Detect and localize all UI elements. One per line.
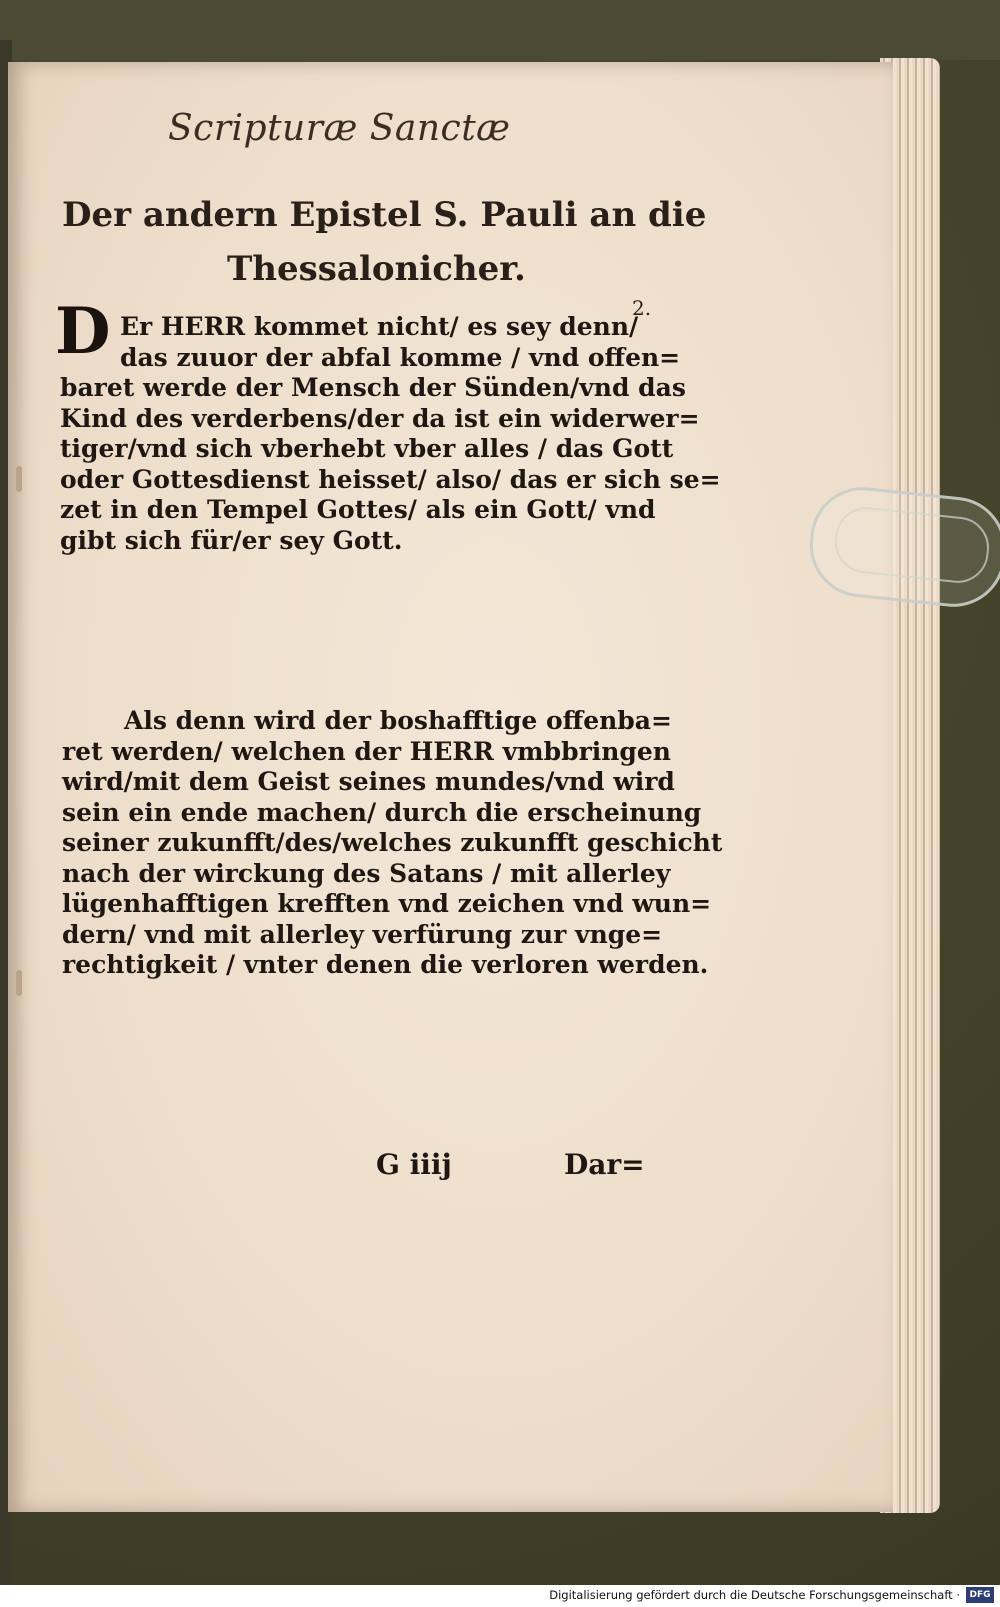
text-line: tiger/vnd sich vberhebt vber alles / das Gott [60,434,674,463]
title-line-1: Der andern Epistel S. Pauli an die [62,195,707,235]
funding-credit: Digitalisierung gefördert durch die Deutsche Forschungsgemeinschaft · [549,1588,960,1602]
binding-stitch [16,970,22,996]
drop-cap: D [55,294,111,369]
text-line: ret werden/ welchen der HERR vmbbringen [62,736,671,766]
running-head: Scripturæ Sanctæ [168,108,511,149]
text-line: gibt sich für/er sey Gott. [60,525,403,555]
text-line: oder Gottesdienst heisset/ also/ das er sich se= [60,464,721,494]
paragraph-2 [62,706,722,981]
signature-mark: G iiij [376,1148,452,1181]
catchword: Dar= [564,1148,645,1181]
text-line: seiner zukunfft/des/welches zukunfft geschicht [62,828,723,857]
paragraph-1 [60,312,721,556]
text-line: das zuuor der abfal komme / vnd offen= [120,342,681,372]
text-line: baret werde der Mensch der Sünden/vnd das [60,373,686,402]
text-line: Als denn wird der boshafftige offenba= [124,706,672,735]
text-line: Kind des verderbens/der da ist ein widerwer= [60,403,700,433]
text-line: Er HERR kommet nicht/ es sey denn/ [120,312,639,341]
text-line: dern/ vnd mit allerley verfürung zur vnge= [62,919,663,949]
text-line: lügenhafftigen krefften vnd zeichen vnd wun= [62,889,712,918]
chapter-number: 2. [632,296,652,320]
footer-bar [0,1585,1000,1607]
text-line: nach der wirckung des Satans / mit allerley [62,858,671,888]
dfg-logo: DFG [966,1587,994,1603]
page-title [62,188,706,296]
text-line: wird/mit dem Geist seines mundes/vnd wird [62,767,675,796]
title-line-2: Thessalonicher. [227,249,526,289]
binding-stitch [16,466,22,492]
text-line: zet in den Tempel Gottes/ als ein Gott/ vnd [60,495,656,524]
text-line: rechtigkeit / vnter denen die verloren werden. [62,950,709,979]
text-line: sein ein ende machen/ durch die erscheinung [62,797,702,827]
book-cover-top [0,0,1000,60]
